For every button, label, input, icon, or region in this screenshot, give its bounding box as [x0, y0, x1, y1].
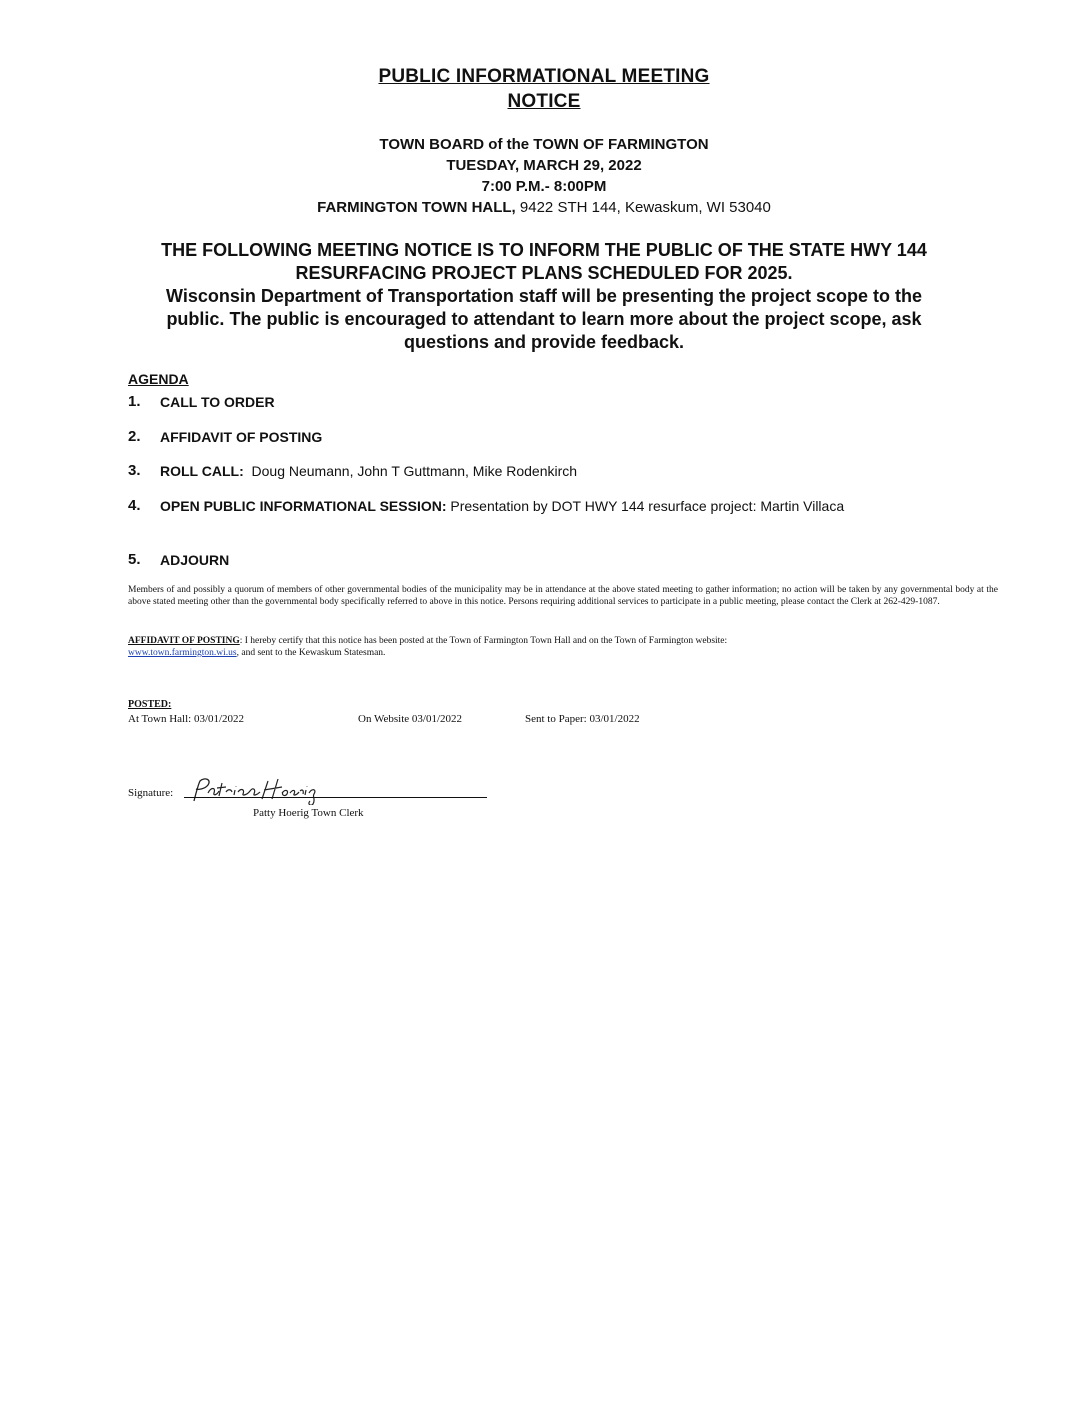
- agenda-item-label: ROLL CALL:: [160, 463, 244, 479]
- meeting-location: [0, 199, 1088, 216]
- board-name: TOWN BOARD of the TOWN OF FARMINGTON: [379, 136, 709, 153]
- signature-line: [184, 797, 487, 798]
- notice-line-4: public. The public is encouraged to attendant to learn more about the project scope, ask: [166, 309, 922, 329]
- posted-paper: Sent to Paper: 03/01/2022: [525, 713, 640, 725]
- agenda-item-number: 2.: [128, 428, 141, 445]
- affidavit-label: AFFIDAVIT OF POSTING: [128, 636, 240, 646]
- title-line-2: NOTICE: [507, 91, 581, 112]
- posted-heading: POSTED:: [128, 699, 172, 710]
- meeting-time: 7:00 P.M.- 8:00PM: [481, 178, 607, 195]
- agenda-item-number: 1.: [128, 393, 141, 410]
- signature-label: Signature:: [128, 787, 174, 799]
- notice-line-1: THE FOLLOWING MEETING NOTICE IS TO INFORM THE PUBLIC OF THE STATE HWY 144: [161, 240, 927, 260]
- posted-town-hall: At Town Hall: 03/01/2022: [128, 713, 245, 725]
- agenda-item-text: Doug Neumann, John T Guttmann, Mike Rodenkirch: [243, 463, 578, 479]
- agenda-item-label: OPEN PUBLIC INFORMATIONAL SESSION:: [160, 498, 447, 514]
- agenda-heading: AGENDA: [128, 371, 189, 387]
- meeting-date: TUESDAY, MARCH 29, 2022: [446, 157, 642, 174]
- agenda-item-label: CALL TO ORDER: [160, 394, 275, 410]
- agenda-item-number: 5.: [128, 551, 141, 568]
- agenda-item-label: ADJOURN: [160, 552, 230, 568]
- signer-name: Patty Hoerig Town Clerk: [253, 807, 364, 819]
- notice-line-2: RESURFACING PROJECT PLANS SCHEDULED FOR 2025.: [295, 263, 793, 283]
- posted-website: On Website 03/01/2022: [358, 713, 463, 725]
- agenda-item-text: Presentation by DOT HWY 144 resurface project: Martin Villaca: [446, 498, 845, 514]
- location-name: FARMINGTON TOWN HALL,: [317, 199, 516, 216]
- affidavit-statement: [128, 635, 998, 659]
- location-address: 9422 STH 144, Kewaskum, WI 53040: [515, 199, 771, 216]
- agenda-item-label: AFFIDAVIT OF POSTING: [160, 429, 323, 445]
- affidavit-text: : I hereby certify that this notice has been posted at the Town of Farmington Town Hall and on the Town of Farmington website:: [239, 636, 728, 646]
- agenda-item-number: 4.: [128, 497, 141, 514]
- notice-line-5: questions and provide feedback.: [403, 332, 685, 352]
- disclaimer-text: Members of and possibly a quorum of members of other governmental bodies of the municipality may be in attendance at the above stated meeting to gather information; no action will be taken by any governmental body at the above stated meeting other than the governmental body specifically referred to above in this notice. Persons requiring additional services to participate in a public meeting, please contact the Clerk at 262-429-1087.: [128, 585, 998, 607]
- handwritten-signature: [186, 775, 326, 805]
- notice-line-3: Wisconsin Department of Transportation staff will be presenting the project scope to the: [166, 286, 922, 306]
- title-line-1: PUBLIC INFORMATIONAL MEETING: [378, 66, 710, 87]
- affidavit-text-after: , and sent to the Kewaskum Statesman.: [236, 648, 386, 658]
- website-link[interactable]: www.town.farmington.wi.us: [128, 648, 237, 658]
- agenda-item-number: 3.: [128, 462, 141, 479]
